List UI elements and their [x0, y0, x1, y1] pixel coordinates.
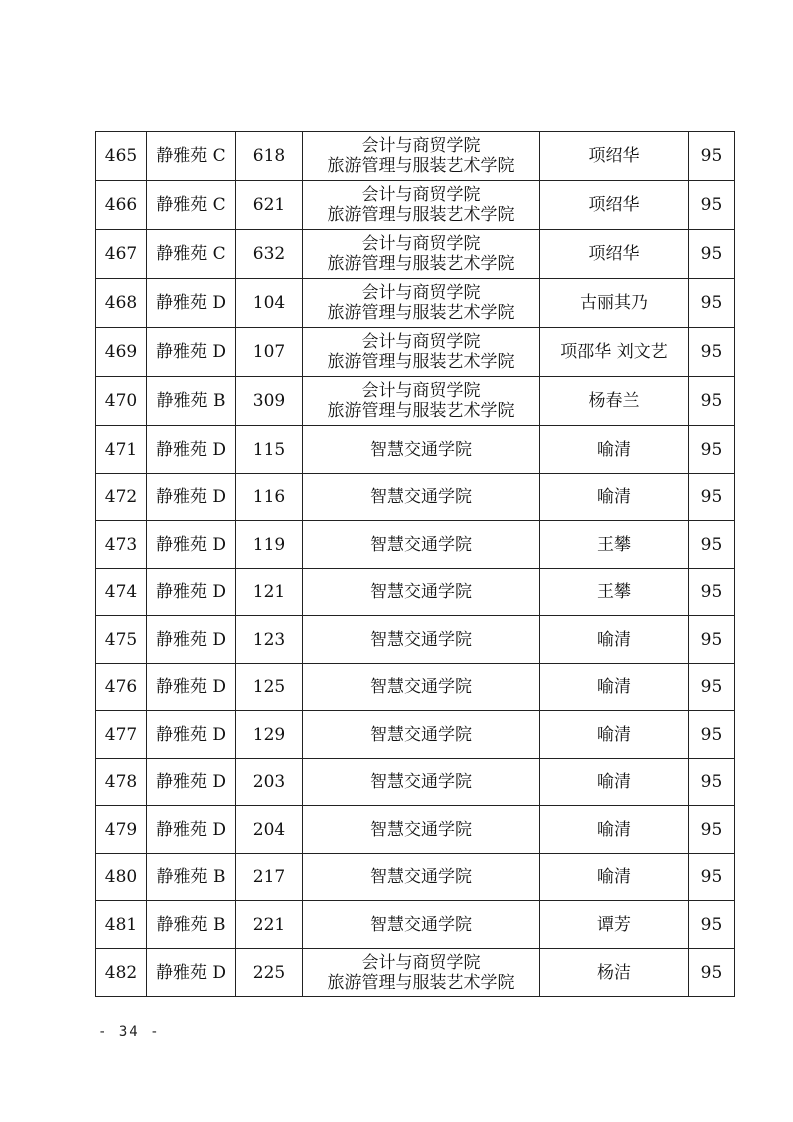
cell-score: 95 [689, 901, 735, 949]
cell-number: 482 [96, 949, 147, 997]
cell-college [303, 474, 540, 521]
cell-building: 静雅苑 D [147, 328, 236, 377]
cell-teacher: 喻清 [540, 711, 689, 759]
cell-teacher: 杨春兰 [540, 377, 689, 426]
cell-college [303, 759, 540, 806]
table-row [96, 901, 735, 949]
cell-teacher: 喻清 [540, 426, 689, 474]
cell-teacher: 项邵华 刘文艺 [540, 328, 689, 377]
college-line: 会计与商贸学院 [361, 952, 481, 973]
cell-room: 107 [236, 328, 303, 377]
cell-college [303, 328, 540, 377]
cell-room: 121 [236, 569, 303, 616]
cell-number: 481 [96, 901, 147, 949]
table-row [96, 806, 735, 854]
cell-building: 静雅苑 D [147, 521, 236, 569]
cell-building: 静雅苑 D [147, 759, 236, 806]
table-body [96, 132, 735, 997]
cell-score: 95 [689, 377, 735, 426]
cell-score: 95 [689, 132, 735, 181]
cell-score: 95 [689, 759, 735, 806]
cell-teacher: 王攀 [540, 521, 689, 569]
cell-score: 95 [689, 474, 735, 521]
cell-number: 477 [96, 711, 147, 759]
cell-college [303, 230, 540, 279]
cell-teacher: 喻清 [540, 759, 689, 806]
cell-score: 95 [689, 616, 735, 664]
table-row [96, 132, 735, 181]
cell-teacher: 项绍华 [540, 230, 689, 279]
table-row [96, 949, 735, 997]
cell-room: 203 [236, 759, 303, 806]
college-line: 旅游管理与服装艺术学院 [327, 254, 515, 274]
table-row [96, 569, 735, 616]
cell-building: 静雅苑 C [147, 230, 236, 279]
cell-number: 469 [96, 328, 147, 377]
cell-score: 95 [689, 181, 735, 230]
table-row [96, 616, 735, 664]
cell-number: 470 [96, 377, 147, 426]
cell-college [303, 806, 540, 854]
cell-number: 478 [96, 759, 147, 806]
college-line: 智慧交通学院 [370, 439, 472, 460]
cell-college [303, 521, 540, 569]
college-line: 智慧交通学院 [370, 772, 472, 792]
cell-college [303, 569, 540, 616]
college-line: 会计与商贸学院 [361, 283, 481, 303]
cell-score: 95 [689, 569, 735, 616]
cell-number: 472 [96, 474, 147, 521]
cell-room: 104 [236, 279, 303, 328]
college-line: 旅游管理与服装艺术学院 [327, 401, 515, 421]
table-row [96, 759, 735, 806]
cell-number: 480 [96, 854, 147, 901]
cell-teacher: 喻清 [540, 806, 689, 854]
cell-score: 95 [689, 806, 735, 854]
college-line: 智慧交通学院 [370, 914, 472, 935]
table-row [96, 521, 735, 569]
cell-room: 116 [236, 474, 303, 521]
college-line: 智慧交通学院 [370, 724, 472, 745]
cell-score: 95 [689, 949, 735, 997]
cell-room: 129 [236, 711, 303, 759]
cell-building: 静雅苑 D [147, 949, 236, 997]
college-line: 会计与商贸学院 [361, 381, 481, 401]
cell-college [303, 854, 540, 901]
cell-college [303, 132, 540, 181]
table-row [96, 230, 735, 279]
cell-score: 95 [689, 854, 735, 901]
cell-number: 476 [96, 664, 147, 711]
college-line: 智慧交通学院 [370, 487, 472, 507]
cell-building: 静雅苑 D [147, 426, 236, 474]
cell-college [303, 181, 540, 230]
cell-number: 467 [96, 230, 147, 279]
cell-teacher: 谭芳 [540, 901, 689, 949]
cell-teacher: 杨洁 [540, 949, 689, 997]
cell-score: 95 [689, 279, 735, 328]
cell-score: 95 [689, 426, 735, 474]
cell-building: 静雅苑 D [147, 474, 236, 521]
cell-score: 95 [689, 328, 735, 377]
cell-room: 221 [236, 901, 303, 949]
college-line: 智慧交通学院 [370, 677, 472, 697]
cell-building: 静雅苑 D [147, 616, 236, 664]
table-row [96, 854, 735, 901]
cell-college [303, 616, 540, 664]
cell-number: 475 [96, 616, 147, 664]
cell-room: 115 [236, 426, 303, 474]
table-row [96, 181, 735, 230]
cell-college [303, 664, 540, 711]
cell-number: 465 [96, 132, 147, 181]
cell-score: 95 [689, 521, 735, 569]
cell-building: 静雅苑 B [147, 854, 236, 901]
cell-number: 466 [96, 181, 147, 230]
cell-number: 474 [96, 569, 147, 616]
college-line: 旅游管理与服装艺术学院 [327, 352, 515, 372]
cell-teacher: 项绍华 [540, 132, 689, 181]
cell-building: 静雅苑 D [147, 806, 236, 854]
college-line: 会计与商贸学院 [361, 185, 481, 205]
table-row [96, 377, 735, 426]
table-row [96, 279, 735, 328]
cell-building: 静雅苑 D [147, 711, 236, 759]
college-line: 智慧交通学院 [370, 867, 472, 887]
cell-number: 471 [96, 426, 147, 474]
cell-teacher: 古丽其乃 [540, 279, 689, 328]
table-row [96, 426, 735, 474]
college-line: 旅游管理与服装艺术学院 [327, 205, 515, 225]
college-line: 智慧交通学院 [370, 534, 472, 555]
cell-number: 468 [96, 279, 147, 328]
college-line: 会计与商贸学院 [361, 234, 481, 254]
cell-college [303, 279, 540, 328]
page-number: - 34 - [98, 1024, 161, 1040]
college-line: 旅游管理与服装艺术学院 [327, 156, 515, 176]
cell-teacher: 喻清 [540, 474, 689, 521]
cell-college [303, 901, 540, 949]
college-line: 智慧交通学院 [370, 819, 472, 840]
cell-teacher: 喻清 [540, 854, 689, 901]
college-line: 旅游管理与服装艺术学院 [327, 972, 515, 993]
cell-building: 静雅苑 C [147, 132, 236, 181]
cell-room: 621 [236, 181, 303, 230]
cell-room: 632 [236, 230, 303, 279]
cell-teacher: 喻清 [540, 616, 689, 664]
table-row [96, 664, 735, 711]
cell-room: 204 [236, 806, 303, 854]
cell-building: 静雅苑 B [147, 377, 236, 426]
cell-room: 217 [236, 854, 303, 901]
cell-teacher: 王攀 [540, 569, 689, 616]
cell-teacher: 喻清 [540, 664, 689, 711]
table-row [96, 474, 735, 521]
cell-building: 静雅苑 D [147, 569, 236, 616]
college-line: 智慧交通学院 [370, 629, 472, 650]
cell-score: 95 [689, 230, 735, 279]
cell-building: 静雅苑 D [147, 664, 236, 711]
cell-college [303, 711, 540, 759]
cell-room: 123 [236, 616, 303, 664]
cell-score: 95 [689, 711, 735, 759]
cell-room: 309 [236, 377, 303, 426]
cell-room: 119 [236, 521, 303, 569]
cell-college [303, 377, 540, 426]
cell-teacher: 项绍华 [540, 181, 689, 230]
college-line: 会计与商贸学院 [361, 332, 481, 352]
cell-number: 473 [96, 521, 147, 569]
cell-building: 静雅苑 C [147, 181, 236, 230]
cell-building: 静雅苑 B [147, 901, 236, 949]
table-row [96, 711, 735, 759]
cell-college [303, 426, 540, 474]
cell-room: 618 [236, 132, 303, 181]
cell-score: 95 [689, 664, 735, 711]
college-line: 会计与商贸学院 [361, 136, 481, 156]
cell-number: 479 [96, 806, 147, 854]
college-line: 旅游管理与服装艺术学院 [327, 303, 515, 323]
cell-room: 225 [236, 949, 303, 997]
cell-building: 静雅苑 D [147, 279, 236, 328]
dormitory-score-table [95, 131, 735, 997]
table-row [96, 328, 735, 377]
college-line: 智慧交通学院 [370, 582, 472, 602]
cell-college [303, 949, 540, 997]
cell-room: 125 [236, 664, 303, 711]
